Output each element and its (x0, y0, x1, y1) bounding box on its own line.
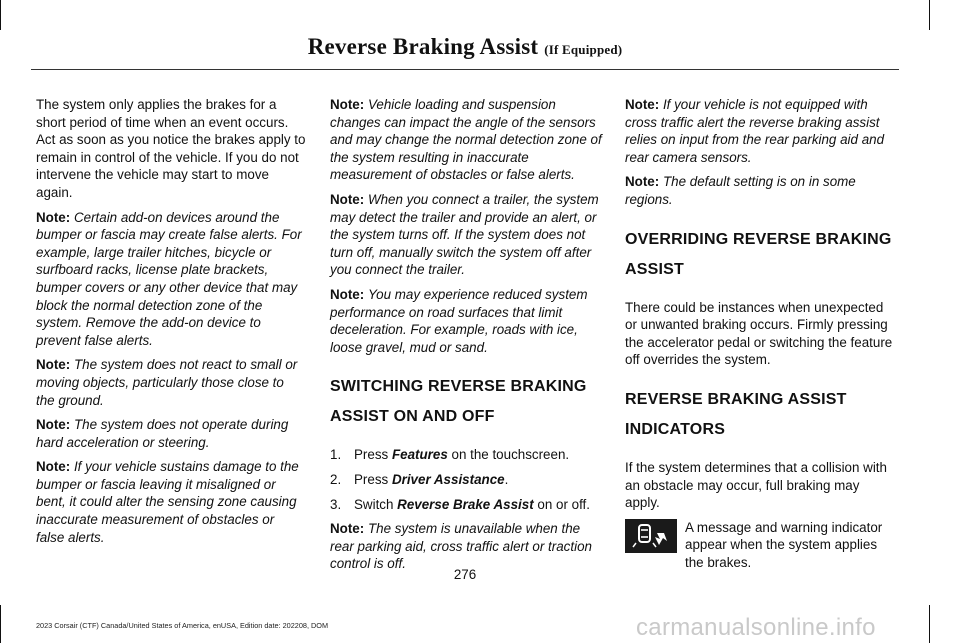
step-number: 2. (330, 471, 342, 487)
note (36, 356, 306, 409)
note-label: Note: (330, 97, 365, 112)
heading-line: INDICATORS (625, 420, 726, 438)
step-text: Switch (354, 496, 398, 512)
note (330, 286, 602, 356)
note-label: Note: (625, 174, 660, 190)
crop-mark (929, 0, 930, 30)
step-text: on or off. (533, 496, 590, 512)
note-text: The system is unavailable when the rear parking aid, cross traffic alert or traction control is off. (330, 521, 592, 572)
step-text: on the touchscreen. (447, 447, 570, 463)
body-paragraph: If the system determines that a collision with an obstacle may occur, full braking may apply. (625, 459, 887, 511)
step-number: 3. (330, 496, 342, 512)
note-label: Note: (330, 286, 365, 302)
heading-line: SWITCHING REVERSE BRAKING (330, 378, 587, 396)
note-label: Note: (36, 417, 71, 433)
heading-line: OVERRIDING REVERSE BRAKING (625, 230, 892, 248)
note (36, 416, 306, 451)
step-emphasis: Features (391, 447, 448, 463)
footer-edition: 2023 Corsair (CTF) Canada/United States of America, enUSA, Edition date: 202208, DOM (36, 621, 329, 630)
column-right (625, 96, 897, 572)
section-heading (625, 229, 897, 281)
note (36, 458, 306, 546)
note (330, 191, 602, 279)
note-label: Note: (330, 191, 365, 207)
reverse-brake-assist-warning-icon (625, 519, 677, 553)
note (330, 96, 602, 184)
note-label: Note: (36, 209, 71, 225)
note-text: If your vehicle is not equipped with cross traffic alert the reverse braking assist relies on input from the rear parking aid and rear camera sensors. (625, 97, 885, 165)
note-text: The system does not operate during hard acceleration or steering. (36, 417, 289, 450)
steps-list (330, 446, 602, 513)
crop-mark (929, 605, 930, 643)
indicator-row (625, 519, 897, 572)
note-label: Note: (36, 459, 71, 475)
note-text: You may experience reduced system performance on road surfaces that limit deceleration. For example, roads with ice, loose gravel, mud or sand. (330, 286, 588, 355)
note (36, 209, 306, 350)
note-text: Certain add-on devices around the bumper or fascia may create false alerts. For example, large trailer hitches, bicycle or surfboard racks, license plate brackets, bumper covers or any other device that may block the normal detection zone of the system. Remove the add-on device to prevent false alerts. (36, 209, 302, 348)
page-header (0, 34, 930, 60)
body-paragraph: The system only applies the brakes for a short period of time when an event occurs. Act as soon as you notice the brakes apply to remain in control of the vehicle. If you do not intervene the vehicle may start to move again. (36, 97, 306, 200)
watermark: carmanualsonline.info (636, 614, 876, 641)
heading-line: REVERSE BRAKING ASSIST (625, 390, 847, 408)
step-text: Press (354, 471, 392, 487)
note (625, 96, 897, 166)
step-number: 1. (330, 447, 342, 463)
list-item (330, 446, 602, 464)
indicator-caption: A message and warning indicator appear when the system applies the brakes. (685, 519, 883, 570)
note-text: The system does not react to small or moving objects, particularly those close to the ground. (36, 357, 298, 408)
header-title: Reverse Braking Assist (307, 34, 539, 59)
section-heading (625, 389, 897, 441)
list-item (330, 496, 602, 514)
crop-mark (0, 605, 1, 643)
step-emphasis: Reverse Brake Assist (397, 496, 534, 512)
car-brake-icon (631, 521, 671, 551)
column-middle (330, 96, 602, 580)
step-text: . (504, 471, 509, 487)
heading-line: ASSIST (625, 260, 684, 278)
body-paragraph: There could be instances when unexpected or unwanted braking occurs. Firmly pressing the accelerator pedal or switching the feature off overrides the system. (625, 299, 893, 368)
note-text: When you connect a trailer, the system may detect the trailer and provide an alert, or the system turns off. If the system does not turn off, manually switch the system off after you connect the trailer. (330, 191, 599, 278)
column-left (36, 96, 306, 553)
note-text: If your vehicle sustains damage to the bumper or fascia leaving it misaligned or bent, it could alter the sensing zone causing inaccurate measurement of obstacles or false alerts. (36, 459, 299, 545)
note (625, 173, 897, 208)
note-label: Note: (625, 97, 660, 112)
note-label: Note: (330, 521, 365, 537)
step-text: Press (354, 447, 392, 463)
section-heading (330, 376, 602, 428)
page-number: 276 (453, 567, 477, 582)
header-subtitle: (If Equipped) (544, 42, 623, 57)
list-item (330, 471, 602, 489)
note (330, 520, 602, 573)
heading-line: ASSIST ON AND OFF (330, 408, 495, 426)
crop-mark (0, 0, 1, 30)
note-text: The default setting is on in some regions. (625, 174, 856, 207)
note-label: Note: (36, 357, 71, 373)
header-divider (31, 69, 899, 70)
note-text: Vehicle loading and suspension changes can impact the angle of the sensors and may change the normal detection zone of the system resulting in inaccurate measurement of obstacles or false alerts. (330, 97, 602, 183)
step-emphasis: Driver Assistance (391, 471, 505, 487)
